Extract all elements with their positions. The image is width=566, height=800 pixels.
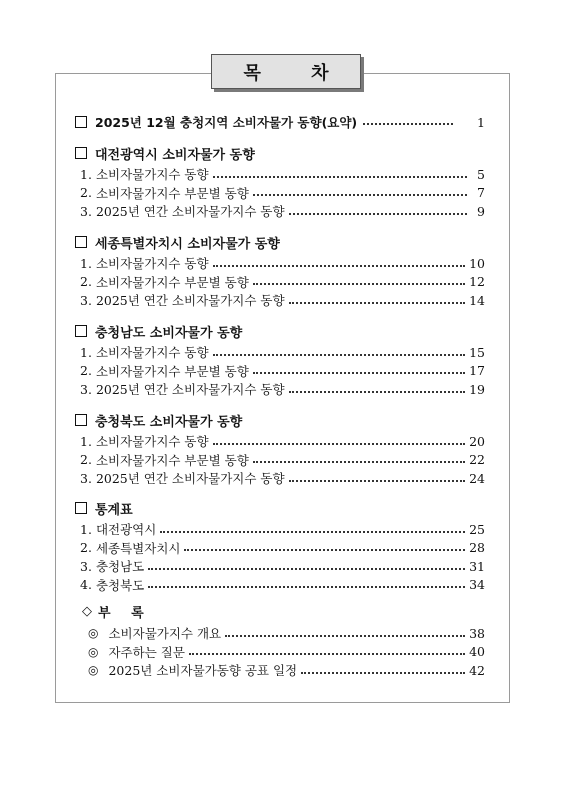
leader-dots [213, 442, 466, 445]
leader-dots [184, 548, 465, 551]
entry-label: 2025년 소비자물가동향 공표 일정 [108, 663, 298, 678]
entry-number: 3. [80, 292, 92, 308]
appendix-entry[interactable] [88, 624, 485, 642]
entry-label: 2025년 연간 소비자물가지수 동향 [95, 471, 285, 486]
entry-number: 4. [80, 577, 92, 592]
entry-number: 3. [80, 381, 92, 397]
entry-label: 소비자물가지수 동향 [95, 345, 209, 360]
entry-number: 1. [80, 521, 92, 537]
toc-entry[interactable] [80, 380, 485, 398]
entry-number: 1. [80, 255, 92, 271]
section-heading[interactable] [75, 143, 255, 163]
toc-entry[interactable] [80, 539, 485, 557]
appendix-heading[interactable] [82, 601, 152, 621]
section-heading-label: 세종특별자치시 소비자물가 동향 [95, 236, 280, 252]
entry-label: 자주하는 질문 [108, 644, 185, 660]
entry-page: 10 [469, 255, 485, 271]
leader-dots [253, 193, 467, 196]
entry-page: 40 [469, 644, 485, 659]
entry-page: 19 [469, 381, 485, 397]
entry-page: 34 [469, 577, 485, 592]
toc-entry[interactable] [80, 291, 485, 309]
entry-label: 대전광역시 [95, 522, 157, 537]
leader-dots [148, 585, 465, 588]
toc-summary-entry[interactable] [75, 112, 485, 132]
appendix-heading-label: 부 록 [98, 605, 152, 621]
section-heading-label: 통계표 [95, 502, 133, 518]
entry-page: 15 [469, 344, 485, 360]
toc-entry[interactable] [80, 432, 485, 450]
entry-number: 2. [80, 274, 92, 289]
entry-number: 2. [80, 185, 92, 200]
leader-dots [160, 530, 465, 533]
entry-label: 소비자물가지수 동향 [95, 256, 209, 271]
checkbox-square-icon [75, 325, 87, 337]
entry-label: 세종특별자치시 [95, 540, 181, 556]
leader-dots [253, 371, 465, 374]
double-circle-icon: ◎ [88, 626, 99, 640]
entry-page: 24 [469, 470, 485, 486]
entry-number: 2. [80, 540, 92, 555]
entry-label: 충청남도 [95, 559, 145, 574]
leader-dots [225, 634, 465, 637]
leader-dots [253, 460, 465, 463]
leader-dots [213, 175, 467, 178]
toc-entry[interactable] [80, 165, 485, 183]
entry-page: 14 [469, 292, 485, 308]
entry-label: 소비자물가지수 부문별 동향 [95, 452, 249, 468]
entry-page: 38 [469, 625, 485, 641]
entry-number: 2. [80, 452, 92, 467]
entry-page: 22 [469, 452, 485, 467]
entry-label: 2025년 연간 소비자물가지수 동향 [95, 293, 285, 308]
leader-dots [363, 123, 453, 125]
entry-label: 소비자물가지수 개요 [108, 626, 222, 641]
toc-entry[interactable] [80, 576, 485, 594]
entry-page: 20 [469, 433, 485, 449]
entry-number: 3. [80, 203, 92, 219]
checkbox-square-icon [75, 236, 87, 248]
toc-entry[interactable] [80, 362, 485, 380]
entry-page: 12 [469, 274, 485, 289]
diamond-icon: ◇ [82, 603, 92, 619]
entry-number: 2. [80, 363, 92, 378]
leader-dots [289, 301, 466, 304]
toc-entry[interactable] [80, 254, 485, 272]
entry-number: 1. [80, 344, 92, 360]
entry-page: 9 [477, 203, 485, 219]
entry-label: 2025년 연간 소비자물가지수 동향 [95, 204, 285, 219]
section-heading[interactable] [75, 321, 242, 341]
appendix-entry[interactable] [88, 643, 485, 661]
entry-page: 31 [469, 558, 485, 574]
checkbox-square-icon [75, 502, 87, 514]
leader-dots [289, 212, 467, 215]
entry-page: 5 [477, 166, 485, 182]
entry-page: 28 [469, 540, 485, 555]
leader-dots [213, 264, 466, 267]
entry-page: 17 [469, 363, 485, 378]
leader-dots [289, 479, 466, 482]
entry-page: 25 [469, 521, 485, 537]
leader-dots [301, 671, 465, 674]
entry-label: 충청북도 [95, 577, 145, 593]
toc-entry[interactable] [80, 469, 485, 487]
leader-dots [289, 390, 466, 393]
section-heading[interactable] [75, 410, 242, 430]
summary-page: 1 [477, 114, 485, 130]
section-heading-label: 충청남도 소비자물가 동향 [95, 325, 243, 341]
checkbox-square-icon [75, 147, 87, 159]
checkbox-square-icon [75, 414, 87, 426]
entry-label: 2025년 연간 소비자물가지수 동향 [95, 382, 285, 397]
section-heading[interactable] [75, 232, 280, 252]
entry-page: 7 [477, 185, 485, 200]
toc-entry[interactable] [80, 273, 485, 291]
entry-number: 3. [80, 470, 92, 486]
toc-entry[interactable] [80, 520, 485, 538]
section-heading[interactable] [75, 498, 133, 518]
entry-number: 3. [80, 558, 92, 574]
leader-dots [213, 353, 466, 356]
page-title: 목 차 [211, 54, 361, 89]
appendix-entry[interactable] [88, 661, 485, 679]
toc-entry[interactable] [80, 184, 485, 202]
entry-page: 42 [469, 662, 485, 678]
section-heading-label: 대전광역시 소비자물가 동향 [95, 147, 255, 163]
entry-number: 1. [80, 166, 92, 182]
entry-label: 소비자물가지수 동향 [95, 167, 209, 182]
entry-number: 1. [80, 433, 92, 449]
toc-entry[interactable] [80, 557, 485, 575]
toc-entry[interactable] [80, 202, 485, 220]
leader-dots [189, 652, 465, 655]
summary-label: 2025년 12월 충청지역 소비자물가 동향(요약) [95, 115, 358, 130]
entry-label: 소비자물가지수 부문별 동향 [95, 363, 249, 379]
double-circle-icon: ◎ [88, 644, 99, 659]
toc-entry[interactable] [80, 343, 485, 361]
leader-dots [148, 567, 465, 570]
entry-label: 소비자물가지수 부문별 동향 [95, 274, 249, 290]
leader-dots [253, 282, 465, 285]
toc-entry[interactable] [80, 451, 485, 469]
section-heading-label: 충청북도 소비자물가 동향 [95, 414, 243, 430]
entry-label: 소비자물가지수 부문별 동향 [95, 185, 249, 201]
checkbox-square-icon [75, 116, 87, 128]
double-circle-icon: ◎ [88, 663, 99, 677]
entry-label: 소비자물가지수 동향 [95, 434, 209, 449]
